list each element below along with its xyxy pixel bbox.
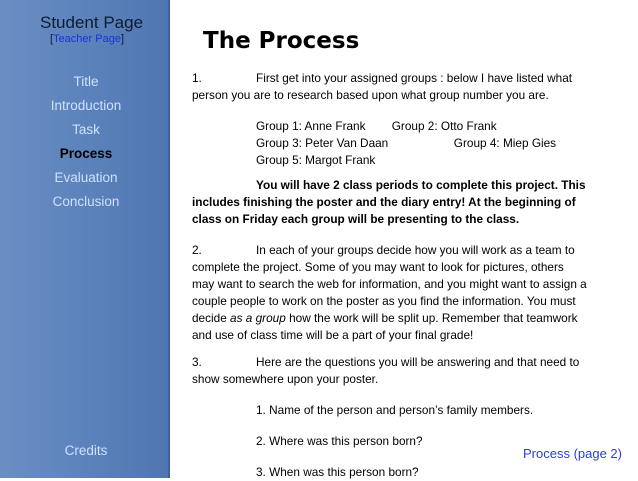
student-page-heading: Student Page [40,13,144,32]
question-2: 2. Where was this person born? [256,434,423,448]
time-notice-a: You will have 2 class periods to complete this project. This [256,178,586,192]
step-1-text-a: First get into your assigned groups : below I have listed what [256,71,573,85]
nav-item-process: Process [59,146,113,161]
step-1-text-b: person you are to research based upon what group number you are. [192,88,549,102]
step-3 [192,354,587,388]
step-1-number: 1. [192,71,202,85]
question-1: 1. Name of the person and person’s family members. [256,403,534,417]
time-notice-b: includes finishing the poster and the diary entry! At the beginning of class on Friday each group will be presenting to the class. [192,195,576,226]
nav-item-credits[interactable]: Credits [64,443,108,458]
step-2-number: 2. [192,243,202,257]
step-3-number: 3. [192,355,202,369]
nav-item-task[interactable]: Task [72,122,100,137]
nav-item-evaluation[interactable]: Evaluation [54,170,118,185]
step-3-text-a: Here are the questions you will be answering and that need to [256,355,580,369]
bracket-open: [ [50,33,54,45]
step-2-italic: as a group [230,311,286,325]
sidebar-nav [0,70,172,214]
step-2 [192,242,587,344]
step-2-text-b: complete the project. Some of you may want to look for pictures, others may want to search the web for information, and you might want to assign a couple people to work on the poster as you find the information. You must decide [192,260,587,325]
groups-line-3: Group 5: Margot Frank [256,153,376,167]
bracket-close: ] [120,33,125,45]
nav-item-title[interactable]: Title [73,74,99,89]
step-2-text-a: In each of your groups decide how you will work as a team to [256,243,575,257]
time-notice [192,177,587,228]
teacher-page-link[interactable]: Teacher Page [53,33,121,45]
nav-item-conclusion[interactable]: Conclusion [52,194,120,209]
step-1 [192,70,587,104]
page-title: The Process [203,28,360,54]
groups-line-1: Group 1: Anne Frank Group 2: Otto Frank [256,119,497,133]
nav-item-introduction[interactable]: Introduction [50,98,122,113]
process-content [192,70,587,481]
step-2-text-c: how the work will be split up. Remember that teamwork and use of class time will be a part of your final grade! [192,311,578,342]
step-3-text-b: show somewhere upon your poster. [192,372,379,386]
next-page-link[interactable]: Process (page 2) [523,446,622,461]
question-3: 3. When was this person born? [256,465,419,479]
groups-line-2: Group 3: Peter Van Daan Group 4: Miep Gies [256,136,557,150]
teacher-page-line [50,33,124,45]
